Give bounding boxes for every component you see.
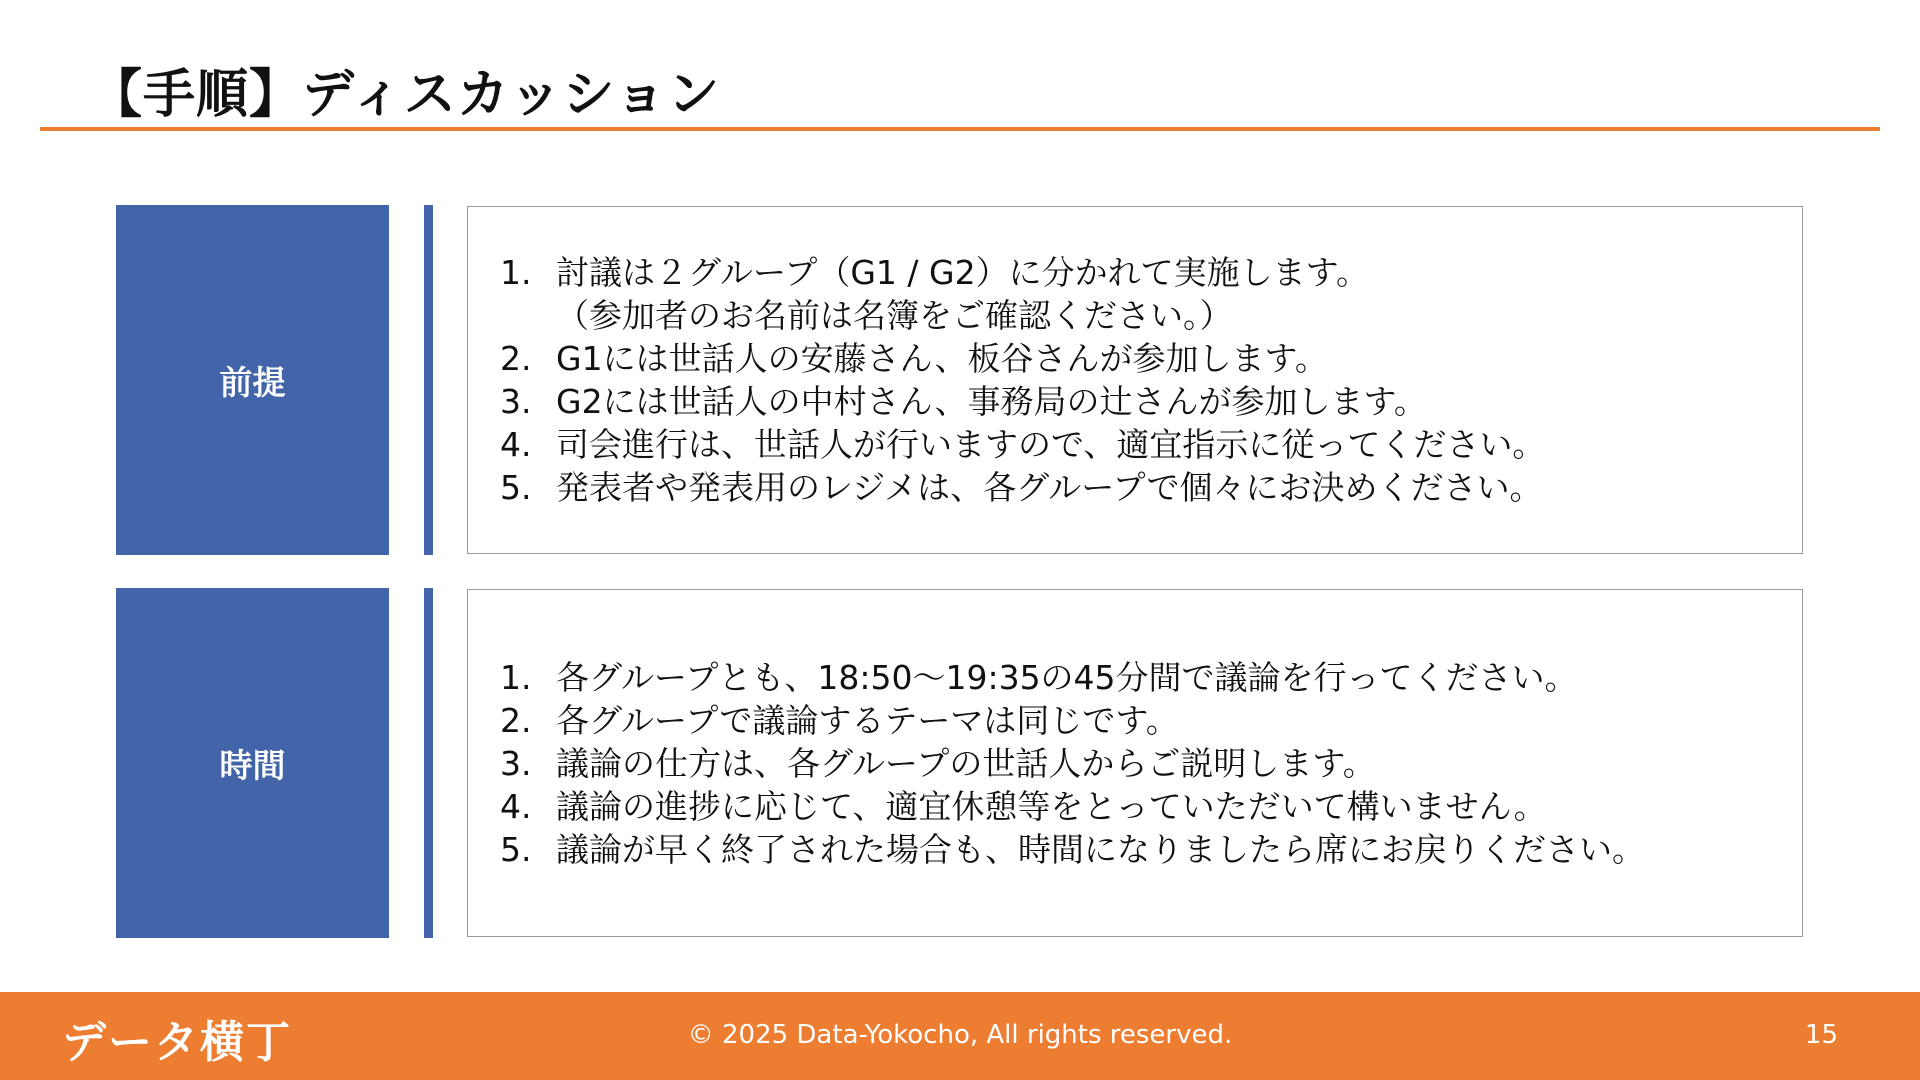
list-text: 議論の進捗に応じて、適宜休憩等をとっていただいて構いません。	[556, 786, 1547, 826]
section-label-time	[116, 588, 389, 938]
section-accent-bar	[424, 588, 433, 938]
list-item	[500, 785, 1645, 828]
list-text: 各グループとも、18:50～19:35の45分間で議論を行ってください。	[556, 657, 1578, 697]
list-number: 1.	[500, 657, 532, 697]
list-number: 4.	[500, 425, 532, 464]
list-item	[500, 337, 1545, 380]
list-item	[500, 251, 1545, 337]
time-list	[468, 656, 1645, 871]
list-item	[500, 699, 1645, 742]
title-divider	[40, 127, 1880, 131]
list-number: 4.	[500, 786, 532, 826]
section-label-text: 時間	[219, 745, 286, 785]
list-text-continued: （参加者のお名前は名簿をご確認ください。）	[556, 296, 1233, 335]
brand-logo: データ横丁	[62, 1017, 292, 1068]
list-item	[500, 380, 1545, 423]
list-text: 司会進行は、世話人が行いますので、適宜指示に従ってください。	[556, 425, 1546, 464]
list-text: 討議は２グループ（G1 / G2）に分かれて実施します。	[556, 253, 1369, 292]
copyright-text: © 2025 Data-Yokocho, All rights reserved.	[687, 1020, 1233, 1050]
list-text: G2には世話人の中村さん、事務局の辻さんが参加します。	[556, 382, 1427, 421]
list-text: 発表者や発表用のレジメは、各グループで個々にお決めください。	[556, 468, 1543, 507]
section-label-text: 前提	[219, 362, 286, 402]
list-number: 1.	[500, 253, 532, 292]
section-content-premise	[467, 206, 1803, 554]
section-label-premise	[116, 205, 389, 555]
list-number: 2.	[500, 339, 532, 378]
page-number: 15	[1804, 1020, 1838, 1050]
list-item	[500, 423, 1545, 466]
list-text: 議論が早く終了された場合も、時間になりましたら席にお戻りください。	[556, 829, 1645, 869]
list-number: 3.	[500, 382, 532, 421]
list-item	[500, 466, 1545, 509]
list-number: 3.	[500, 743, 532, 783]
list-number: 5.	[500, 829, 532, 869]
list-number: 2.	[500, 700, 532, 740]
page-title: 【手順】ディスカッション	[90, 65, 721, 125]
list-number: 5.	[500, 468, 532, 507]
list-item	[500, 828, 1645, 871]
premise-list	[468, 251, 1545, 509]
section-content-time	[467, 589, 1803, 937]
footer-bar	[0, 992, 1920, 1080]
list-text: G1には世話人の安藤さん、板谷さんが参加します。	[556, 339, 1328, 378]
section-accent-bar	[424, 205, 433, 555]
list-item	[500, 742, 1645, 785]
list-item	[500, 656, 1645, 699]
list-text: 各グループで議論するテーマは同じです。	[556, 700, 1179, 740]
list-text: 議論の仕方は、各グループの世話人からご説明します。	[556, 743, 1376, 783]
